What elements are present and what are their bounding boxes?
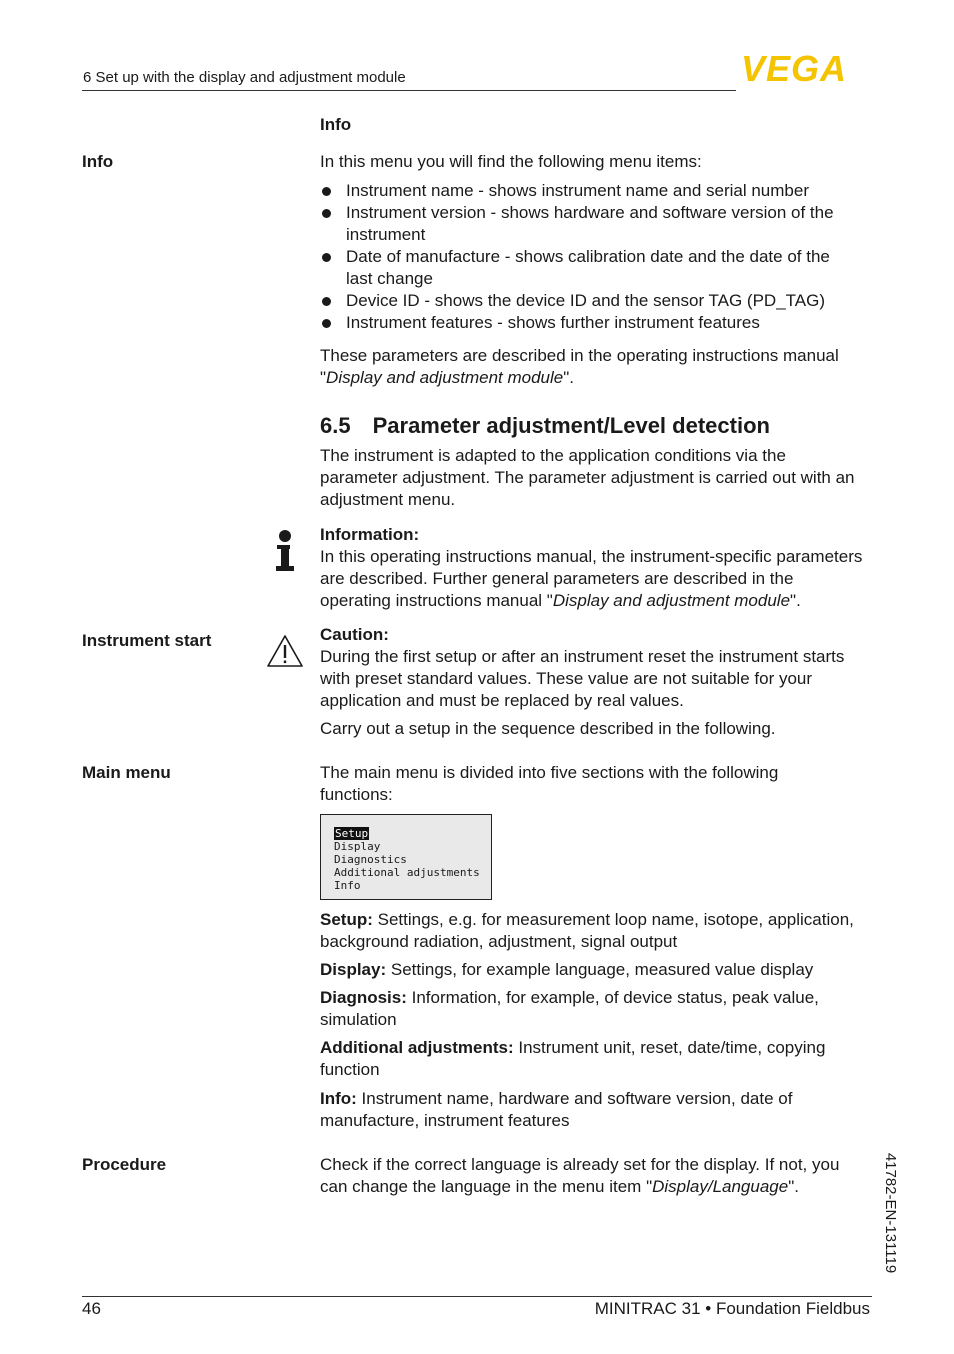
procedure-text: Check if the correct language is already set for the display. If not, you can change the language in the menu item "Display/Language". <box>320 1155 840 1196</box>
display-menu-item-additional-adjustments[interactable]: Additional adjustments <box>334 866 480 879</box>
setup-sequence-note: Carry out a setup in the sequence described in the following. <box>320 719 776 738</box>
display-menu-item-info[interactable]: Info <box>334 879 361 892</box>
caution-text: During the first setup or after an instrument reset the instrument starts with preset standard values. These value are not suitable for your application and must be replaced by real values. <box>320 647 845 710</box>
vega-logo-text: VEGA <box>741 52 848 84</box>
list-item: Instrument features - shows further instrument features <box>320 312 860 334</box>
info-paragraph: These parameters are described in the operating instructions manual "Display and adjustment module". <box>320 346 839 387</box>
caution-label: Caution: <box>320 625 389 644</box>
display-menu-item-display[interactable]: Display <box>334 840 381 853</box>
info-item-list <box>320 180 860 334</box>
menu-description-diagnosis: Diagnosis: Information, for example, of device status, peak value, simulation <box>320 988 819 1029</box>
info-icon <box>274 530 296 572</box>
side-label-info: Info <box>82 152 114 171</box>
product-name: MINITRAC 31 • Foundation Fieldbus <box>594 1299 870 1318</box>
list-item: Instrument version - shows hardware and software version of the instrument <box>320 202 860 246</box>
menu-description-additional-adjustments: Additional adjustments: Instrument unit, reset, date/time, copying function <box>320 1038 826 1079</box>
side-label-procedure: Procedure <box>82 1155 167 1174</box>
display-screen <box>320 814 492 900</box>
side-label-main-menu: Main menu <box>82 763 171 782</box>
footer-rule <box>82 1296 872 1297</box>
list-item: Device ID - shows the device ID and the sensor TAG (PD_TAG) <box>320 290 860 312</box>
main-menu-intro: The main menu is divided into five sections with the following functions: <box>320 763 779 804</box>
section-intro: The instrument is adapted to the application conditions via the parameter adjustment. The parameter adjustment is carried out with an adjustment menu. <box>320 446 855 509</box>
section-number: 6.5 <box>320 413 351 438</box>
warning-icon <box>266 634 304 668</box>
info-heading: Info <box>320 115 352 134</box>
section-title: Parameter adjustment/Level detection <box>372 413 770 438</box>
vega-logo <box>741 52 873 84</box>
display-menu-item-setup[interactable]: Setup <box>335 827 369 840</box>
display-menu-item-diagnostics[interactable]: Diagnostics <box>334 853 407 866</box>
page-number: 46 <box>82 1299 101 1318</box>
info-intro: In this menu you will find the following menu items: <box>320 152 702 171</box>
list-item: Instrument name - shows instrument name and serial number <box>320 180 860 202</box>
information-text: In this operating instructions manual, the instrument-specific parameters are described. Further general parameters are described in the operating instructions manual "Display and adjustment module". <box>320 547 863 610</box>
document-id: 41782-EN-131119 <box>882 1152 899 1274</box>
section-heading <box>320 412 876 440</box>
menu-description-info: Info: Instrument name, hardware and software version, date of manufacture, instrument features <box>320 1089 793 1130</box>
running-header: 6 Set up with the display and adjustment module <box>83 69 406 86</box>
list-item: Date of manufacture - shows calibration date and the date of the last change <box>320 246 860 290</box>
side-label-instrument-start: Instrument start <box>82 631 212 650</box>
menu-description-display: Display: Settings, for example language, measured value display <box>320 960 814 979</box>
menu-description-setup: Setup: Settings, e.g. for measurement loop name, isotope, application, background radiation, adjustment, signal output <box>320 910 854 951</box>
header-rule <box>82 90 736 91</box>
information-label: Information: <box>320 525 420 544</box>
